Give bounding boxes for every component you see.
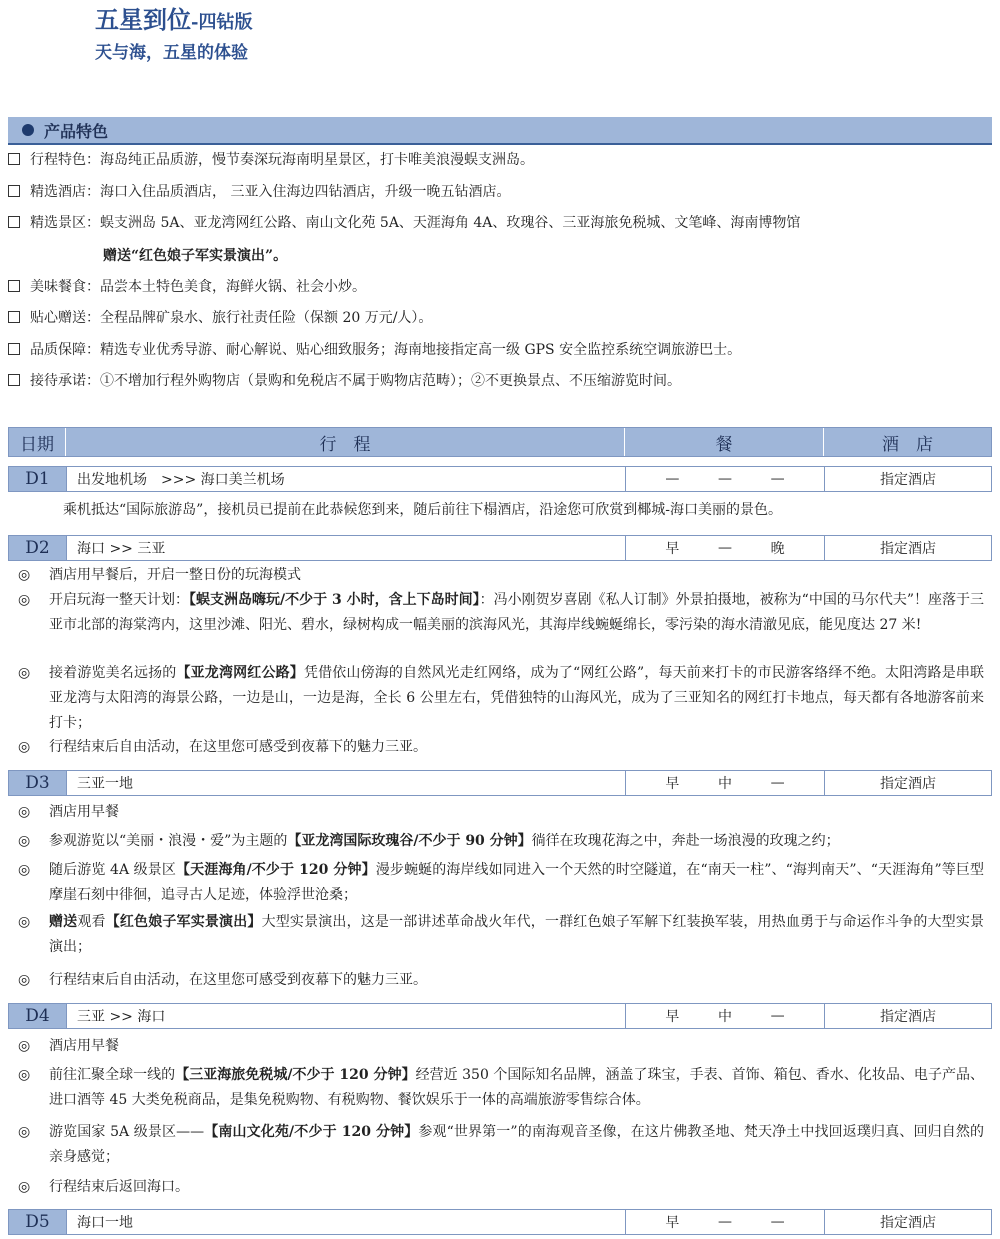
bullet-icon: ◎ <box>18 1179 31 1195</box>
list-item: ◎ 行程结束后自由活动，在这里您可感受到夜幕下的魅力三亚。 <box>18 735 984 760</box>
day-hotel: 指定酒店 <box>880 1215 936 1231</box>
title-main: 五星到位 <box>95 5 191 34</box>
list-item: ◎ 酒店用早餐 <box>18 1034 984 1059</box>
feature-item: 行程特色：海岛纯正品质游，慢节奏深玩海南明星景区，打卡唯美浪漫蜈支洲岛。 <box>8 150 992 170</box>
day-route: 出发地机场 >>> 海口美兰机场 <box>67 467 626 491</box>
feature-item: 贴心赠送：全程品牌矿泉水、旅行社责任险（保额 20 万元/人）。 <box>8 308 992 328</box>
day-row-d5 <box>8 1209 992 1235</box>
list-item: ◎ 接着游览美名远扬的【亚龙湾网红公路】凭借依山傍海的自然风光走红网络，成为了“网红公路”，每天前来打卡的市民游客络绎不绝。太阳湾路是串联亚龙湾与太阳湾的海景公路，一边是山，一边是海，全长 6 公里左右，凭借独特的山海风光，成为了三亚知名的网红打卡地点，每天都有各地游客前来打卡； <box>18 661 984 736</box>
list-item: ◎ 游览国家 5A 级景区——【南山文化苑/不少于 120 分钟】参观“世界第一”的南海观音圣像，在这片佛教圣地、梵天净土中找回返璞归真、回归自然的亲身感觉； <box>18 1120 984 1170</box>
bullet-dot-icon <box>22 124 34 136</box>
checkbox-icon <box>8 216 20 228</box>
day-code: D4 <box>9 1004 67 1028</box>
day-row-d1 <box>8 466 992 492</box>
day-hotel: 指定酒店 <box>880 541 936 557</box>
bullet-icon: ◎ <box>18 972 31 988</box>
day-code: D3 <box>9 771 67 795</box>
checkbox-icon <box>8 311 20 323</box>
bullet-icon: ◎ <box>18 804 31 820</box>
feature-item: 品质保障：精选专业优秀导游、耐心解说、贴心细致服务；海南地接指定高一级 GPS 安全监控系统空调旅游巴士。 <box>8 340 992 360</box>
page-subtitle: 天与海，五星的体验 <box>95 43 248 63</box>
bullet-icon: ◎ <box>18 914 31 930</box>
checkbox-icon <box>8 343 20 355</box>
feature-item: 精选景区：蜈支洲岛 5A、亚龙湾网红公路、南山文化苑 5A、天涯海角 4A、玫瑰谷、三亚海旅免税城、文笔峰、海南博物馆 <box>8 213 992 233</box>
bullet-icon: ◎ <box>18 833 31 849</box>
day-code: D5 <box>9 1210 67 1234</box>
gift-line: 赠送“红色娘子军实景演出”。 <box>103 248 288 264</box>
day-meals: 早 — — <box>626 1210 825 1234</box>
features-section-label: 产品特色 <box>44 121 109 141</box>
checkbox-icon <box>8 280 20 292</box>
list-item: ◎ 开启玩海一整天计划：【蜈支洲岛嗨玩/不少于 3 小时，含上下岛时间】：冯小刚贺岁喜剧《私人订制》外景拍摄地，被称为“中国的马尔代夫”！座落于三亚市北部的海棠湾内，这里沙滩、阳光、碧水，绿树构成一幅美丽的滨海风光，其海岸线蜿蜒绵长，零污染的海水清澈见底，能见度达 27 米! <box>18 588 984 638</box>
header-meals: 餐 <box>625 428 824 456</box>
page-title <box>95 0 252 35</box>
bullet-icon: ◎ <box>18 567 31 583</box>
day-route: 三亚一地 <box>67 771 626 795</box>
features-section-bar <box>8 117 992 145</box>
day-hotel: 指定酒店 <box>880 776 936 792</box>
day-route: 海口一地 <box>67 1210 626 1234</box>
checkbox-icon <box>8 185 20 197</box>
list-item: ◎ 酒店用早餐 <box>18 800 984 825</box>
list-item: ◎ 行程结束后返回海口。 <box>18 1175 984 1200</box>
checkbox-icon <box>8 153 20 165</box>
bullet-icon: ◎ <box>18 592 31 608</box>
bullet-icon: ◎ <box>18 739 31 755</box>
day-meals: 早 中 — <box>626 1004 825 1028</box>
day-meals: 早 中 — <box>626 771 825 795</box>
list-item: ◎ 赠送观看【红色娘子军实景演出】大型实景演出，这是一部讲述革命战火年代，一群红色娘子军解下红装换军装，用热血勇于与命运作斗争的大型实景演出； <box>18 910 984 960</box>
day-row-d2 <box>8 535 992 561</box>
list-item: ◎ 随后游览 4A 级景区【天涯海角/不少于 120 分钟】漫步蜿蜒的海岸线如同进入一个天然的时空隧道，在“南天一柱”、“海判南天”、“天涯海角”等巨型摩崖石刻中徘徊，追寻古人足迹，体验浮世沧桑； <box>18 858 984 908</box>
itinerary-table-header <box>8 427 992 457</box>
header-hotel: 酒 店 <box>882 434 933 455</box>
day-code: D1 <box>9 467 67 491</box>
day-row-d4 <box>8 1003 992 1029</box>
list-item: ◎ 酒店用早餐后，开启一整日份的玩海模式 <box>18 563 984 588</box>
day-code: D2 <box>9 536 67 560</box>
header-day: 日期 <box>9 428 66 456</box>
day-meals: 早 — 晚 <box>626 536 825 560</box>
list-item: ◎ 参观游览以“美丽・浪漫・爱”为主题的【亚龙湾国际玫瑰谷/不少于 90 分钟】徜徉在玫瑰花海之中，奔赴一场浪漫的玫瑰之约； <box>18 829 984 854</box>
day-description: 乘机抵达“国际旅游岛”，接机员已提前在此恭候您到来，随后前往下榻酒店，沿途您可欣赏到椰城-海口美丽的景色。 <box>63 502 783 518</box>
day-row-d3 <box>8 770 992 796</box>
title-suffix: -四钻版 <box>191 12 253 33</box>
bullet-icon: ◎ <box>18 1124 31 1140</box>
list-item: ◎ 行程结束后自由活动，在这里您可感受到夜幕下的魅力三亚。 <box>18 968 984 993</box>
bullet-icon: ◎ <box>18 1038 31 1054</box>
day-route: 海口 >> 三亚 <box>67 536 626 560</box>
bullet-icon: ◎ <box>18 862 31 878</box>
feature-item: 精选酒店：海口入住品质酒店， 三亚入住海边四钻酒店，升级一晚五钻酒店。 <box>8 182 992 202</box>
day-hotel: 指定酒店 <box>880 1009 936 1025</box>
feature-item: 美味餐食：品尝本土特色美食，海鲜火锅、社会小炒。 <box>8 277 992 297</box>
list-item: ◎ 前往汇聚全球一线的【三亚海旅免税城/不少于 120 分钟】经营近 350 个国际知名品牌，涵盖了珠宝，手表、首饰、箱包、香水、化妆品、电子产品、进口酒等 45 大类免税商品，是集免税购物、有税购物、餐饮娱乐于一体的高端旅游零售综合体。 <box>18 1063 984 1113</box>
bullet-icon: ◎ <box>18 1067 31 1083</box>
header-route: 行 程 <box>66 428 625 456</box>
bullet-icon: ◎ <box>18 665 31 681</box>
day-hotel: 指定酒店 <box>880 472 936 488</box>
feature-item: 接待承诺：①不增加行程外购物店（景购和免税店不属于购物店范畴）；②不更换景点、不压缩游览时间。 <box>8 371 992 391</box>
day-meals: — — — <box>626 467 825 491</box>
checkbox-icon <box>8 374 20 386</box>
day-route: 三亚 >> 海口 <box>67 1004 626 1028</box>
